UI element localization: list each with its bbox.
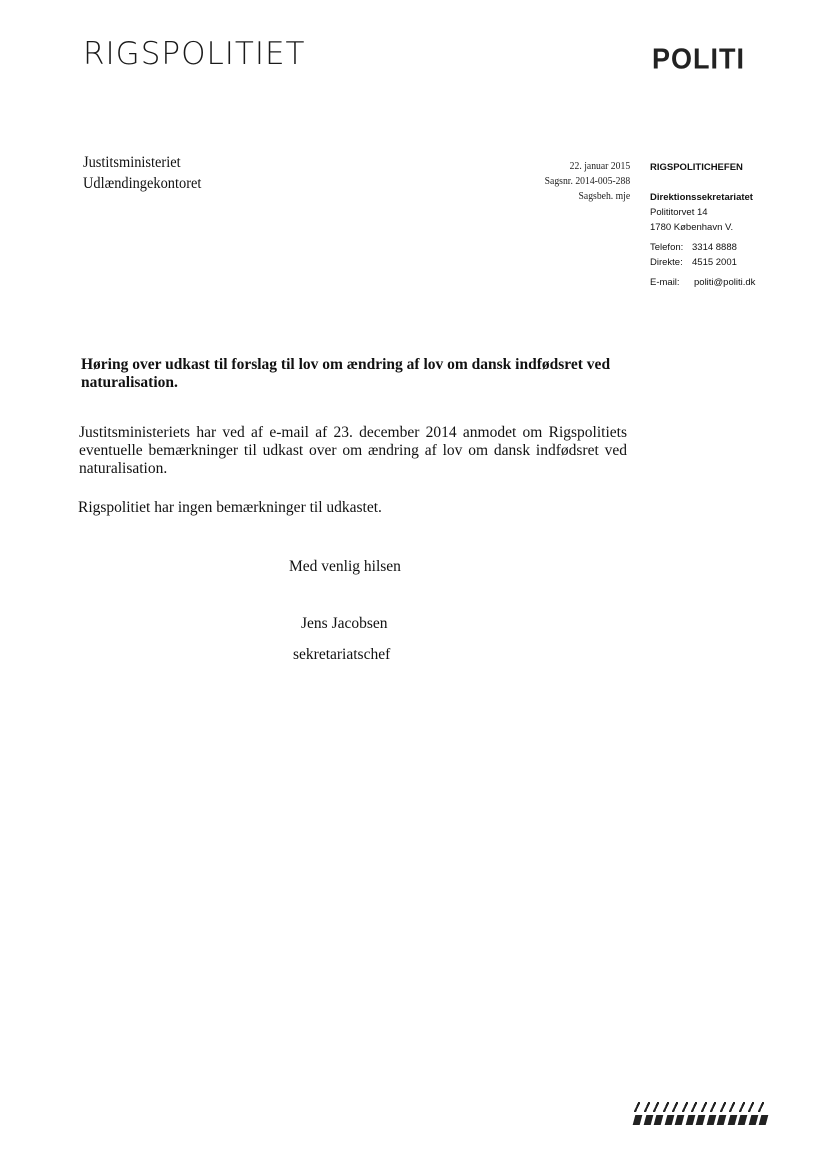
- sender-direct: [650, 255, 755, 270]
- case-handler: Sagsbeh. mje: [578, 190, 630, 202]
- sender-phone: [650, 240, 755, 255]
- organization-title: RIGSPOLITIET: [83, 36, 306, 72]
- signatory-name: Jens Jacobsen: [301, 615, 388, 632]
- case-number: Sagsnr. 2014-005-288: [544, 175, 630, 187]
- sender-info: [650, 160, 755, 290]
- email-value: politi@politi.dk: [694, 277, 756, 288]
- recipient-line-2: Udlændingekontoret: [83, 175, 202, 192]
- politi-logo: POLITI: [652, 43, 745, 75]
- phone-value: 3314 8888: [692, 242, 737, 253]
- sender-email: [650, 275, 755, 290]
- sender-title: RIGSPOLITICHEFEN: [650, 162, 743, 173]
- letter-date: 22. januar 2015: [569, 160, 630, 172]
- letter-paragraph-2: Rigspolitiet har ingen bemærkninger til udkastet.: [78, 499, 382, 516]
- phone-label: Telefon:: [650, 242, 684, 253]
- sender-city: 1780 København V.: [650, 222, 734, 233]
- sender-street: Polititorvet 14: [650, 207, 708, 218]
- letter-closing: Med venlig hilsen: [289, 558, 401, 575]
- signatory-title: sekretariatschef: [293, 646, 391, 663]
- letter-subject: Høring over udkast til forslag til lov om ændring af lov om dansk indfødsret ved naturalisation.: [81, 356, 611, 391]
- sender-department: Direktionssekretariatet: [650, 192, 753, 203]
- barcode-graphic: [634, 1102, 770, 1128]
- email-label: E-mail:: [650, 277, 680, 288]
- recipient-address: [83, 152, 201, 194]
- letter-paragraph-1: Justitsministeriets har ved af e-mail af 23. december 2014 anmodet om Rigspolitiets eventuelle bemærkninger til udkast over om ændring af lov om dansk indfødsret ved naturalisation.: [79, 424, 627, 477]
- direct-label: Direkte:: [650, 257, 683, 268]
- recipient-line-1: Justitsministeriet: [83, 154, 181, 171]
- letter-meta: [544, 159, 630, 204]
- direct-value: 4515 2001: [692, 257, 737, 268]
